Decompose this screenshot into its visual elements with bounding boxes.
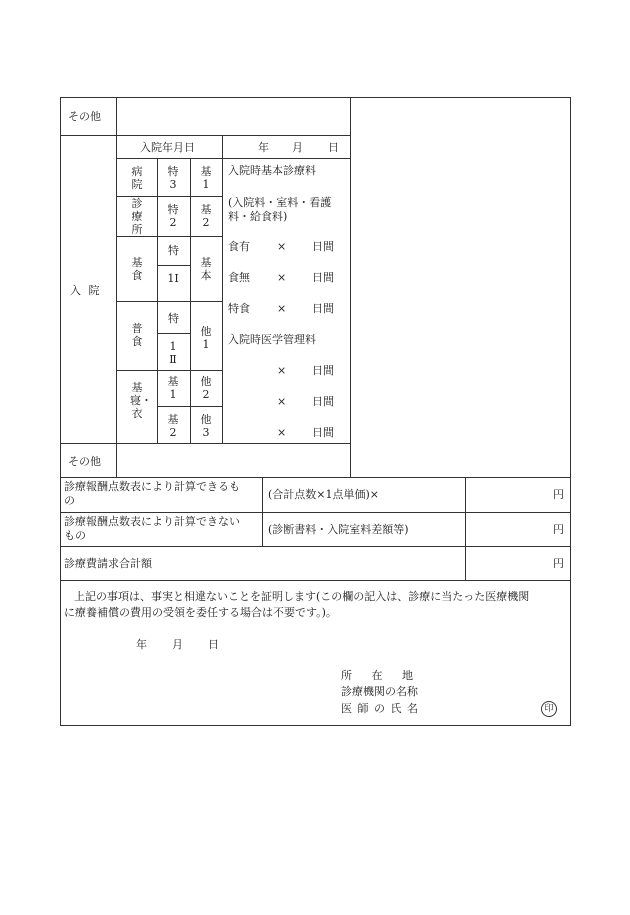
nyuin-date-label: 入院年月日 [140,141,195,154]
kishin-k1: 基1 [167,375,179,401]
row3-label: 診療費請求合計額 [64,557,152,570]
line-bottom [60,725,571,726]
times-mark: × [277,302,287,315]
kishin-o2: 他2 [200,375,212,401]
times-mark: × [277,271,287,284]
line-h [116,158,351,159]
line-v [350,97,351,477]
fushoku-sub: 1Ⅱ [169,340,177,366]
row1-unit: 円 [553,488,564,501]
line-top [60,97,571,98]
line-h [60,580,571,581]
kishoku-toku: 特 [168,244,179,257]
byoin-ki: 基1 [200,165,212,191]
days-label: 日間 [312,240,334,253]
kishoku-label: 基食 [131,256,143,282]
cert-day: 日 [208,638,219,651]
days-label: 日間 [312,395,334,408]
row1-label-2: の [64,494,75,507]
line-v [222,135,223,443]
line-v [116,97,117,477]
seal-mark: 印 [541,701,557,717]
days-label: 日間 [312,364,334,377]
line-v [465,477,466,580]
line-v [262,477,263,546]
fushoku-toku: 特 [168,312,179,325]
row3-unit: 円 [553,557,564,570]
line-h [116,370,222,371]
kihon-title: 入院時基本診療料 [228,164,316,177]
institution-label: 診療機関の名称 [341,685,418,698]
row2-label-1: 診療報酬点数表により計算できない [64,515,240,528]
row1-label-1: 診療報酬点数表により計算できるも [64,480,240,493]
cert-text-1: 上記の事項は、事実と相違ないことを証明します(この欄の記入は、診療に当たった医療機関 [74,590,530,603]
line-h [116,236,222,237]
kihon-note-2: 料・給食料) [228,210,288,223]
line-h [60,443,351,444]
line-left [60,97,61,726]
times-mark: × [277,240,287,253]
times-mark: × [277,426,287,439]
line-right [570,97,571,726]
tokushoku-label: 特食 [228,302,250,315]
shinryojo-label: 診療所 [131,197,143,236]
kihon-note-1: (入院料・室料・看護 [228,196,332,209]
fushoku-label: 普食 [131,322,143,348]
kishoku-sub: 1Ⅰ [167,272,179,285]
line-v [190,158,191,443]
sonota-label-2: その他 [68,455,101,468]
days-label: 日間 [312,302,334,315]
line-h [60,546,571,547]
times-mark: × [277,364,287,377]
date-year: 年 [258,141,269,154]
kishoku-right: 基本 [200,256,212,282]
line-h [60,512,571,513]
line-h [60,477,571,478]
shokumu-label: 食無 [228,271,250,284]
date-day: 日 [328,141,339,154]
doctor-label: 医 師 の 氏 名 [341,702,419,715]
kishin-o3: 他3 [200,413,212,439]
row2-formula: (診断書料・入院室料差額等) [268,523,409,536]
row1-formula: (合計点数×1点単価)× [268,488,380,501]
line-v [157,158,158,443]
sonota-label: その他 [68,110,101,123]
date-month: 月 [292,141,303,154]
line-h [157,265,190,266]
line-h [60,135,351,136]
igaku-title: 入院時医学管理料 [228,333,316,346]
address-label: 所 在 地 [341,669,421,682]
shokuyu-label: 食有 [228,240,250,253]
line-h [116,301,222,302]
cert-text-2: に療養補償の費用の受領を委任する場合は不要です。)。 [64,606,337,619]
row2-unit: 円 [553,523,564,536]
kishin-k2: 基2 [167,413,179,439]
shinryojo-toku: 特2 [167,203,179,229]
cert-year: 年 [136,638,147,651]
byoin-toku: 特3 [167,165,179,191]
shinryojo-ki: 基2 [200,203,212,229]
days-label: 日間 [312,426,334,439]
nyuin-label: 入 院 [70,284,102,297]
days-label: 日間 [312,271,334,284]
times-mark: × [277,395,287,408]
kishin-label: 基寝・衣 [130,381,152,420]
byoin-label: 病院 [131,165,143,191]
line-h [157,333,190,334]
fushoku-right: 他1 [200,325,212,351]
row2-label-2: もの [64,529,86,542]
cert-month: 月 [172,638,183,651]
